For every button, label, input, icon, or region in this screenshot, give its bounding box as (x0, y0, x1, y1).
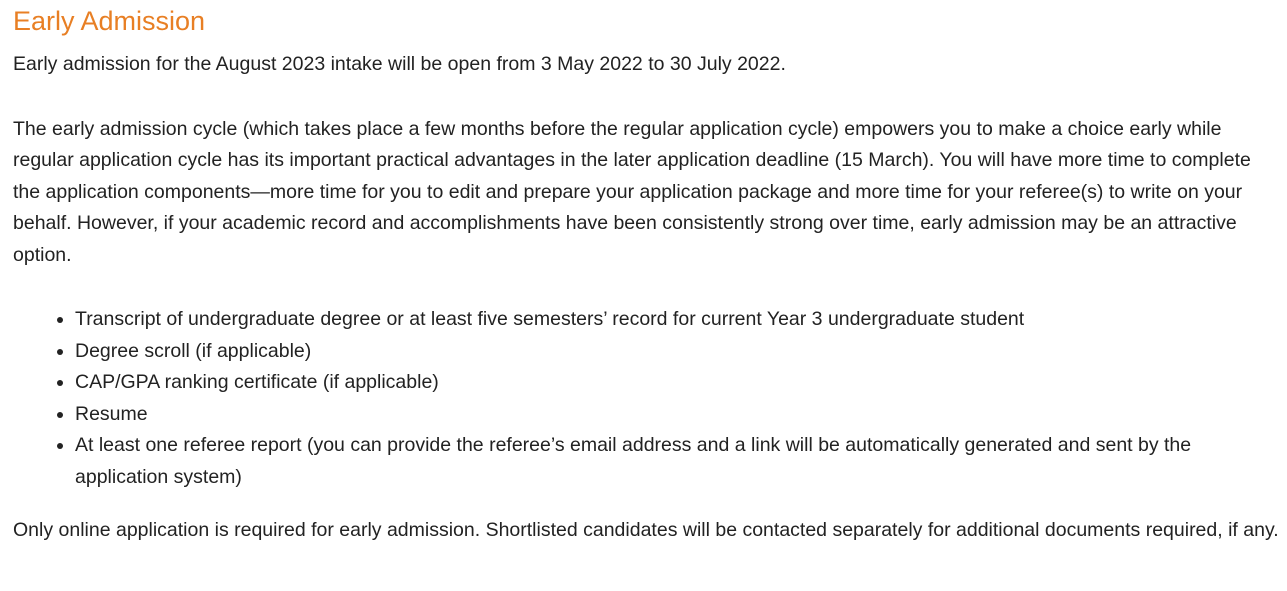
early-admission-section (13, 0, 1283, 547)
list-item: • CAP/GPA ranking certificate (if applicable) (75, 367, 1283, 399)
closing-paragraph: Only online application is required for early admission. Shortlisted candidates will be contacted separately for additional documents required, if any. (13, 519, 1279, 541)
requirements-list (13, 304, 1283, 493)
description-paragraph: The early admission cycle (which takes place a few months before the regular application cycle) empowers you to make a choice early while regular application cycle has its important practical advantages in the later application deadline (15 March). You will have more time to complete the application components—more time for you to edit and prepare your application package and more time for your referee(s) to write on your behalf. However, if your academic record and accomplishments have been consistently strong over time, early admission may be an attractive option. (13, 117, 1251, 266)
list-item: • At least one referee report (you can provide the referee’s email address and a link will be automatically generated and sent by the application system) (75, 430, 1283, 493)
list-item: • Degree scroll (if applicable) (75, 336, 1283, 368)
intro-paragraph: Early admission for the August 2023 intake will be open from 3 May 2022 to 30 July 2022. (13, 53, 786, 75)
section-title: Early Admission (13, 6, 206, 36)
list-item: • Transcript of undergraduate degree or at least five semesters’ record for current Year 3 undergraduate student (75, 304, 1283, 336)
list-item: • Resume (75, 399, 1283, 431)
